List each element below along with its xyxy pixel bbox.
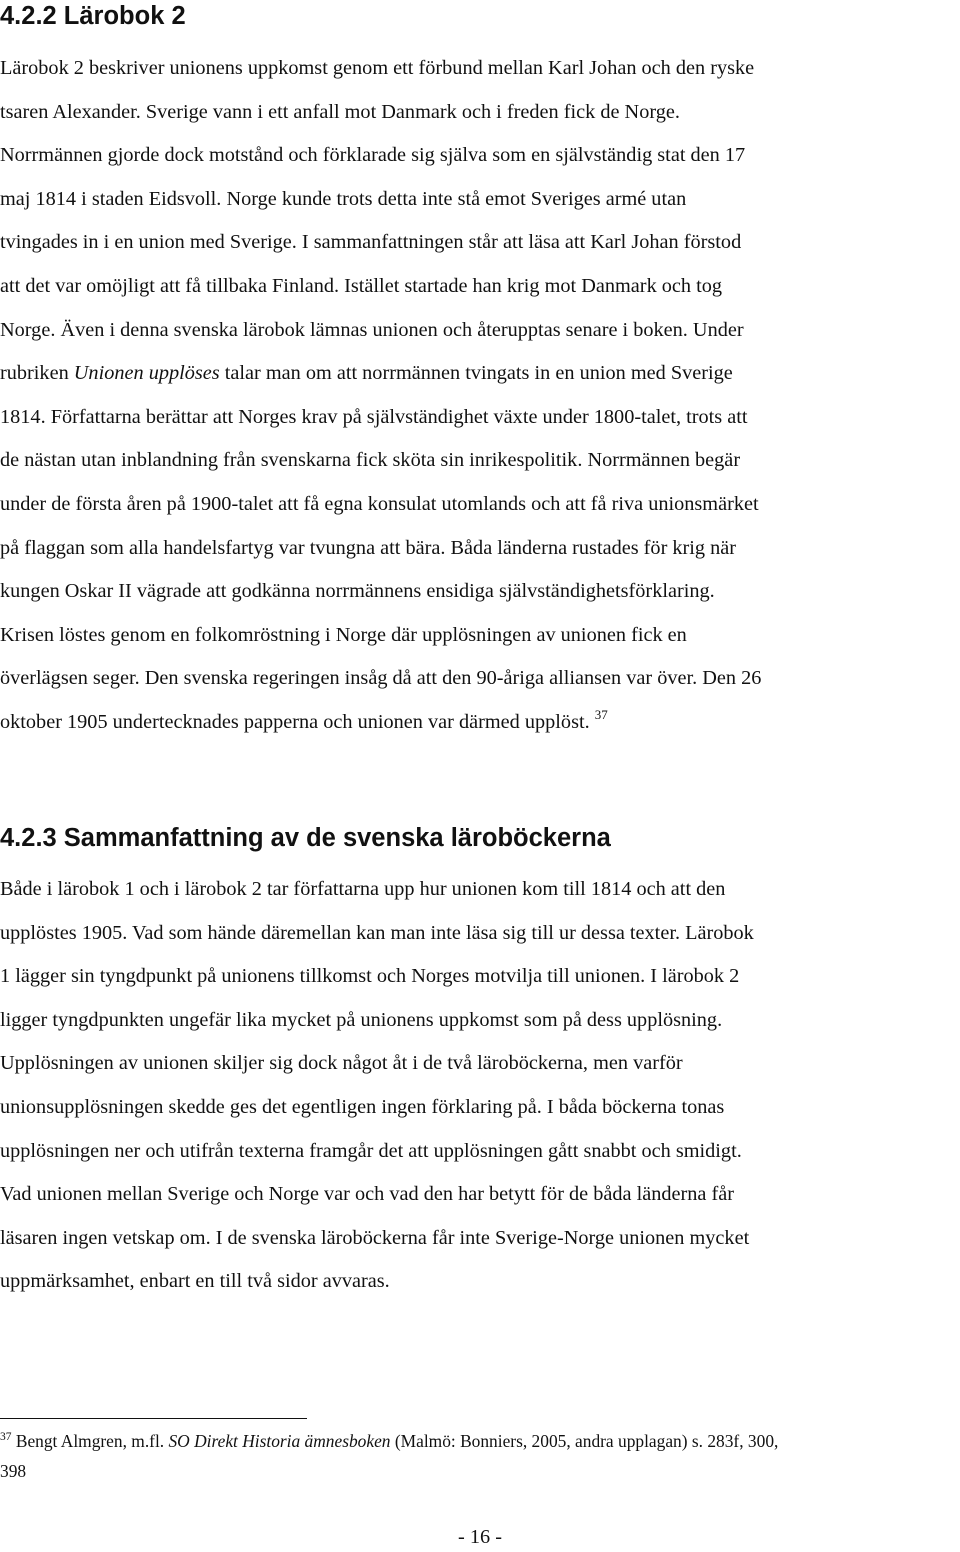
footnote-line — [0, 1428, 960, 1458]
paragraph-line: tvingades in i en union med Sverige. I sammanfattningen står att läsa att Karl Johan förstod — [0, 231, 742, 254]
section-heading-4-2-3: 4.2.3 Sammanfattning av de svenska läroböckerna — [0, 824, 611, 852]
paragraph-line: tsaren Alexander. Sverige vann i ett anfall mot Danmark och i freden fick de Norge. — [0, 100, 680, 123]
paragraph-line: under de första åren på 1900-talet att få egna konsulat utomlands och att få riva unionsmärket — [0, 492, 759, 515]
page-number: - 16 - — [458, 1526, 502, 1548]
paragraph-line: Vad unionen mellan Sverige och Norge var och vad den har betytt för de båda länderna får — [0, 1183, 734, 1206]
paragraph-line: 1 lägger sin tyngdpunkt på unionens tillkomst och Norges motvilja till unionen. I lärobok 2 — [0, 965, 740, 988]
paragraph-line: på flaggan som alla handelsfartyg var tvungna att bära. Båda länderna rustades för krig när — [0, 536, 737, 559]
paragraph-line: Lärobok 2 beskriver unionens uppkomst genom ett förbund mellan Karl Johan och den ryske — [0, 57, 755, 79]
paragraph-line: läsaren ingen vetskap om. I de svenska läroböckerna får inte Sverige-Norge unionen mycket — [0, 1226, 750, 1249]
paragraph-line — [0, 352, 960, 396]
paragraph-line: kungen Oskar II vägrade att godkänna norrmännens ensidiga självständighetsförklaring. — [0, 580, 715, 603]
footnote-divider — [0, 1418, 307, 1419]
section-4-2-2-paragraph — [0, 47, 960, 745]
section-4-2-3-paragraph — [0, 868, 960, 1304]
paragraph-line: de nästan utan inblandning från svenskarna fick sköta sin inrikespolitik. Norrmännen begär — [0, 449, 741, 472]
footnote — [0, 1428, 960, 1485]
footnote-number: 37 — [0, 1431, 12, 1443]
paragraph-line: Upplösningen av unionen skiljer sig dock något åt i de två läroböckerna, men varför — [0, 1052, 683, 1075]
section-heading-4-2-2: 4.2.2 Lärobok 2 — [0, 2, 186, 30]
paragraph-line: ligger tyngdpunkten ungefär lika mycket på unionens uppkomst som på dess upplösning. — [0, 1008, 723, 1031]
footnote-author: Bengt Almgren, m.fl. — [11, 1431, 169, 1451]
line-text: rubriken — [0, 362, 74, 385]
paragraph-line: Norrmännen gjorde dock motstånd och förklarade sig själva som en självständig stat den 17 — [0, 144, 746, 167]
footnote-details: (Malmö: Bonniers, 2005, andra upplagan) s. 283f, 300, — [390, 1431, 779, 1451]
paragraph-line: uppmärksamhet, enbart en till två sidor avvaras. — [0, 1270, 390, 1293]
paragraph-line — [0, 701, 960, 745]
line-text: talar man om att norrmännen tvingats in en union med Sverige — [219, 362, 733, 385]
footnote-continuation: 398 — [0, 1461, 27, 1481]
paragraph-line: Både i lärobok 1 och i lärobok 2 tar författarna upp hur unionen kom till 1814 och att den — [0, 878, 726, 900]
paragraph-line: 1814. Författarna berättar att Norges krav på självständighet växte under 1800-talet, trots att — [0, 405, 748, 428]
paragraph-line: upplöstes 1905. Vad som hände däremellan kan man inte läsa sig till ur dessa texter. Lärobok — [0, 921, 754, 944]
paragraph-line: Norge. Även i denna svenska lärobok lämnas unionen och återupptas senare i boken. Under — [0, 318, 744, 341]
line-text: oktober 1905 undertecknades papperna och unionen var därmed upplöst. — [0, 710, 590, 733]
paragraph-line: upplösningen ner och utifrån texterna framgår det att upplösningen gått snabbt och smidigt. — [0, 1139, 742, 1162]
paragraph-line: unionsupplösningen skedde ges det egentligen ingen förklaring på. I båda böckerna tonas — [0, 1095, 725, 1118]
paragraph-line: Krisen löstes genom en folkomröstning i Norge där upplösningen av unionen fick en — [0, 623, 687, 646]
footnote-book-title: SO Direkt Historia ämnesboken — [168, 1431, 391, 1451]
footnote-reference[interactable]: 37 — [594, 706, 608, 722]
paragraph-line: överlägsen seger. Den svenska regeringen insåg då att den 90-åriga alliansen var över. Den 26 — [0, 667, 762, 690]
paragraph-line: maj 1814 i staden Eidsvoll. Norge kunde trots detta inte stå emot Sveriges armé utan — [0, 187, 687, 210]
paragraph-line: att det var omöjligt att få tillbaka Finland. Istället startade han krig mot Danmark och tog — [0, 274, 723, 297]
italic-chapter-title: Unionen upplöses — [73, 362, 220, 385]
